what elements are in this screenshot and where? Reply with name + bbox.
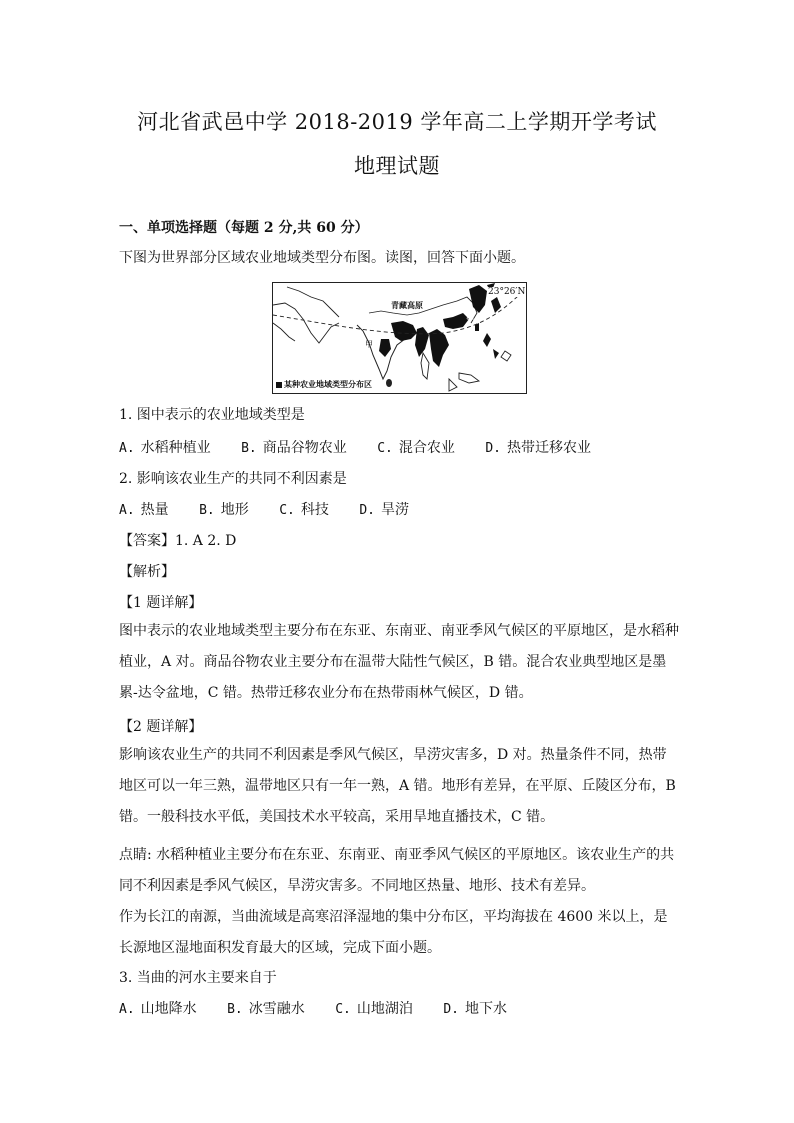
q2-detail-text: 影响该农业生产的共同不利因素是季风气候区，旱涝灾害多，D 对。热量条件不同，热带地区可以一年三熟，温带地区只有一年一熟，A 错。地形有差异，在平原、丘陵区分布，B 错。一般科技水平低，美国技术水平较高，采用旱地直播技术，C 错。 [119,747,676,825]
q2-option-c-key: C. [279,503,295,518]
section-intro: 下图为世界部分区域农业地域类型分布图。读图，回答下面小题。 [119,250,525,266]
agriculture-map [272,282,527,394]
q1-option-a: 水稻种植业 [140,440,211,456]
q1-option-d-key: D. [485,441,501,456]
question-3-stem: 3. 当曲的河水主要来自于 [119,970,277,986]
q3-option-c-key: C. [335,1002,351,1017]
map-label-jia: 甲 [365,340,373,349]
tip-text: 点睛: 水稻种植业主要分布在东亚、东南亚、南亚季风气候区的平原地区。该农业生产的共同不利因素是季风气候区，旱涝灾害多。不同地区热量、地形、技术有差异。 [119,847,675,894]
q2-option-b: 地形 [220,502,249,518]
q2-detail-label: 【2 题详解】 [119,719,203,735]
q3-option-b-key: B. [227,1002,243,1017]
legend-text: 某种农业地域类型分布区 [284,379,372,389]
q3-option-d: 地下水 [464,1001,507,1017]
q1-option-d: 热带迁移农业 [506,440,591,456]
q1-detail-text: 图中表示的农业地域类型主要分布在东亚、东南亚、南亚季风气候区的平原地区，是水稻种植业，A 对。商品谷物农业主要分布在温带大陆性气候区，B 错。混合农业典型地区是墨累-达令盆地，C 错。热带迁移农业分布在热带雨林气候区，D 错。 [119,623,679,701]
q3-option-a: 山地降水 [140,1001,197,1017]
section-heading: 一、单项选择题（每题 2 分,共 60 分） [119,220,369,236]
question-1-stem: 1. 图中表示的农业地域类型是 [119,407,305,423]
map-legend [276,379,374,390]
q2-option-b-key: B. [199,503,215,518]
q2-option-d: 旱涝 [380,502,409,518]
q2-option-a: 热量 [140,502,169,518]
q1-option-c: 混合农业 [398,440,455,456]
q1-option-b-key: B. [241,441,257,456]
q2-option-a-key: A. [119,503,135,518]
passage-2: 作为长江的南源，当曲流域是高寒沼泽湿地的集中分布区，平均海拔在 4600 米以上，是长源地区湿地面积发育最大的区域，完成下面小题。 [119,909,668,956]
q1-option-a-key: A. [119,441,135,456]
q3-option-a-key: A. [119,1002,135,1017]
answer-line: 【答案】1. A 2. D [119,533,237,549]
map-label-latitude: 23°26′N [488,287,526,297]
q3-option-d-key: D. [443,1002,459,1017]
analysis-label: 【解析】 [119,564,175,580]
map-label-yi: 乙 [466,312,474,321]
q1-option-b: 商品谷物农业 [262,440,347,456]
q3-option-b: 冰雪融水 [248,1001,305,1017]
legend-swatch [276,382,282,388]
exam-title: 河北省武邑中学 2018-2019 学年高二上学期开学考试 [137,110,657,134]
question-2-stem: 2. 影响该农业生产的共同不利因素是 [119,471,347,487]
q1-detail-label: 【1 题详解】 [119,595,203,611]
question-1-options [119,437,679,457]
q2-option-d-key: D. [359,503,375,518]
q1-option-c-key: C. [377,441,393,456]
q2-option-c: 科技 [300,502,329,518]
question-3-options [119,998,679,1018]
exam-subtitle: 地理试题 [354,154,440,178]
q3-option-c: 山地湖泊 [356,1001,413,1017]
question-2-options [119,499,679,519]
map-label-plateau: 青藏高原 [391,300,423,310]
